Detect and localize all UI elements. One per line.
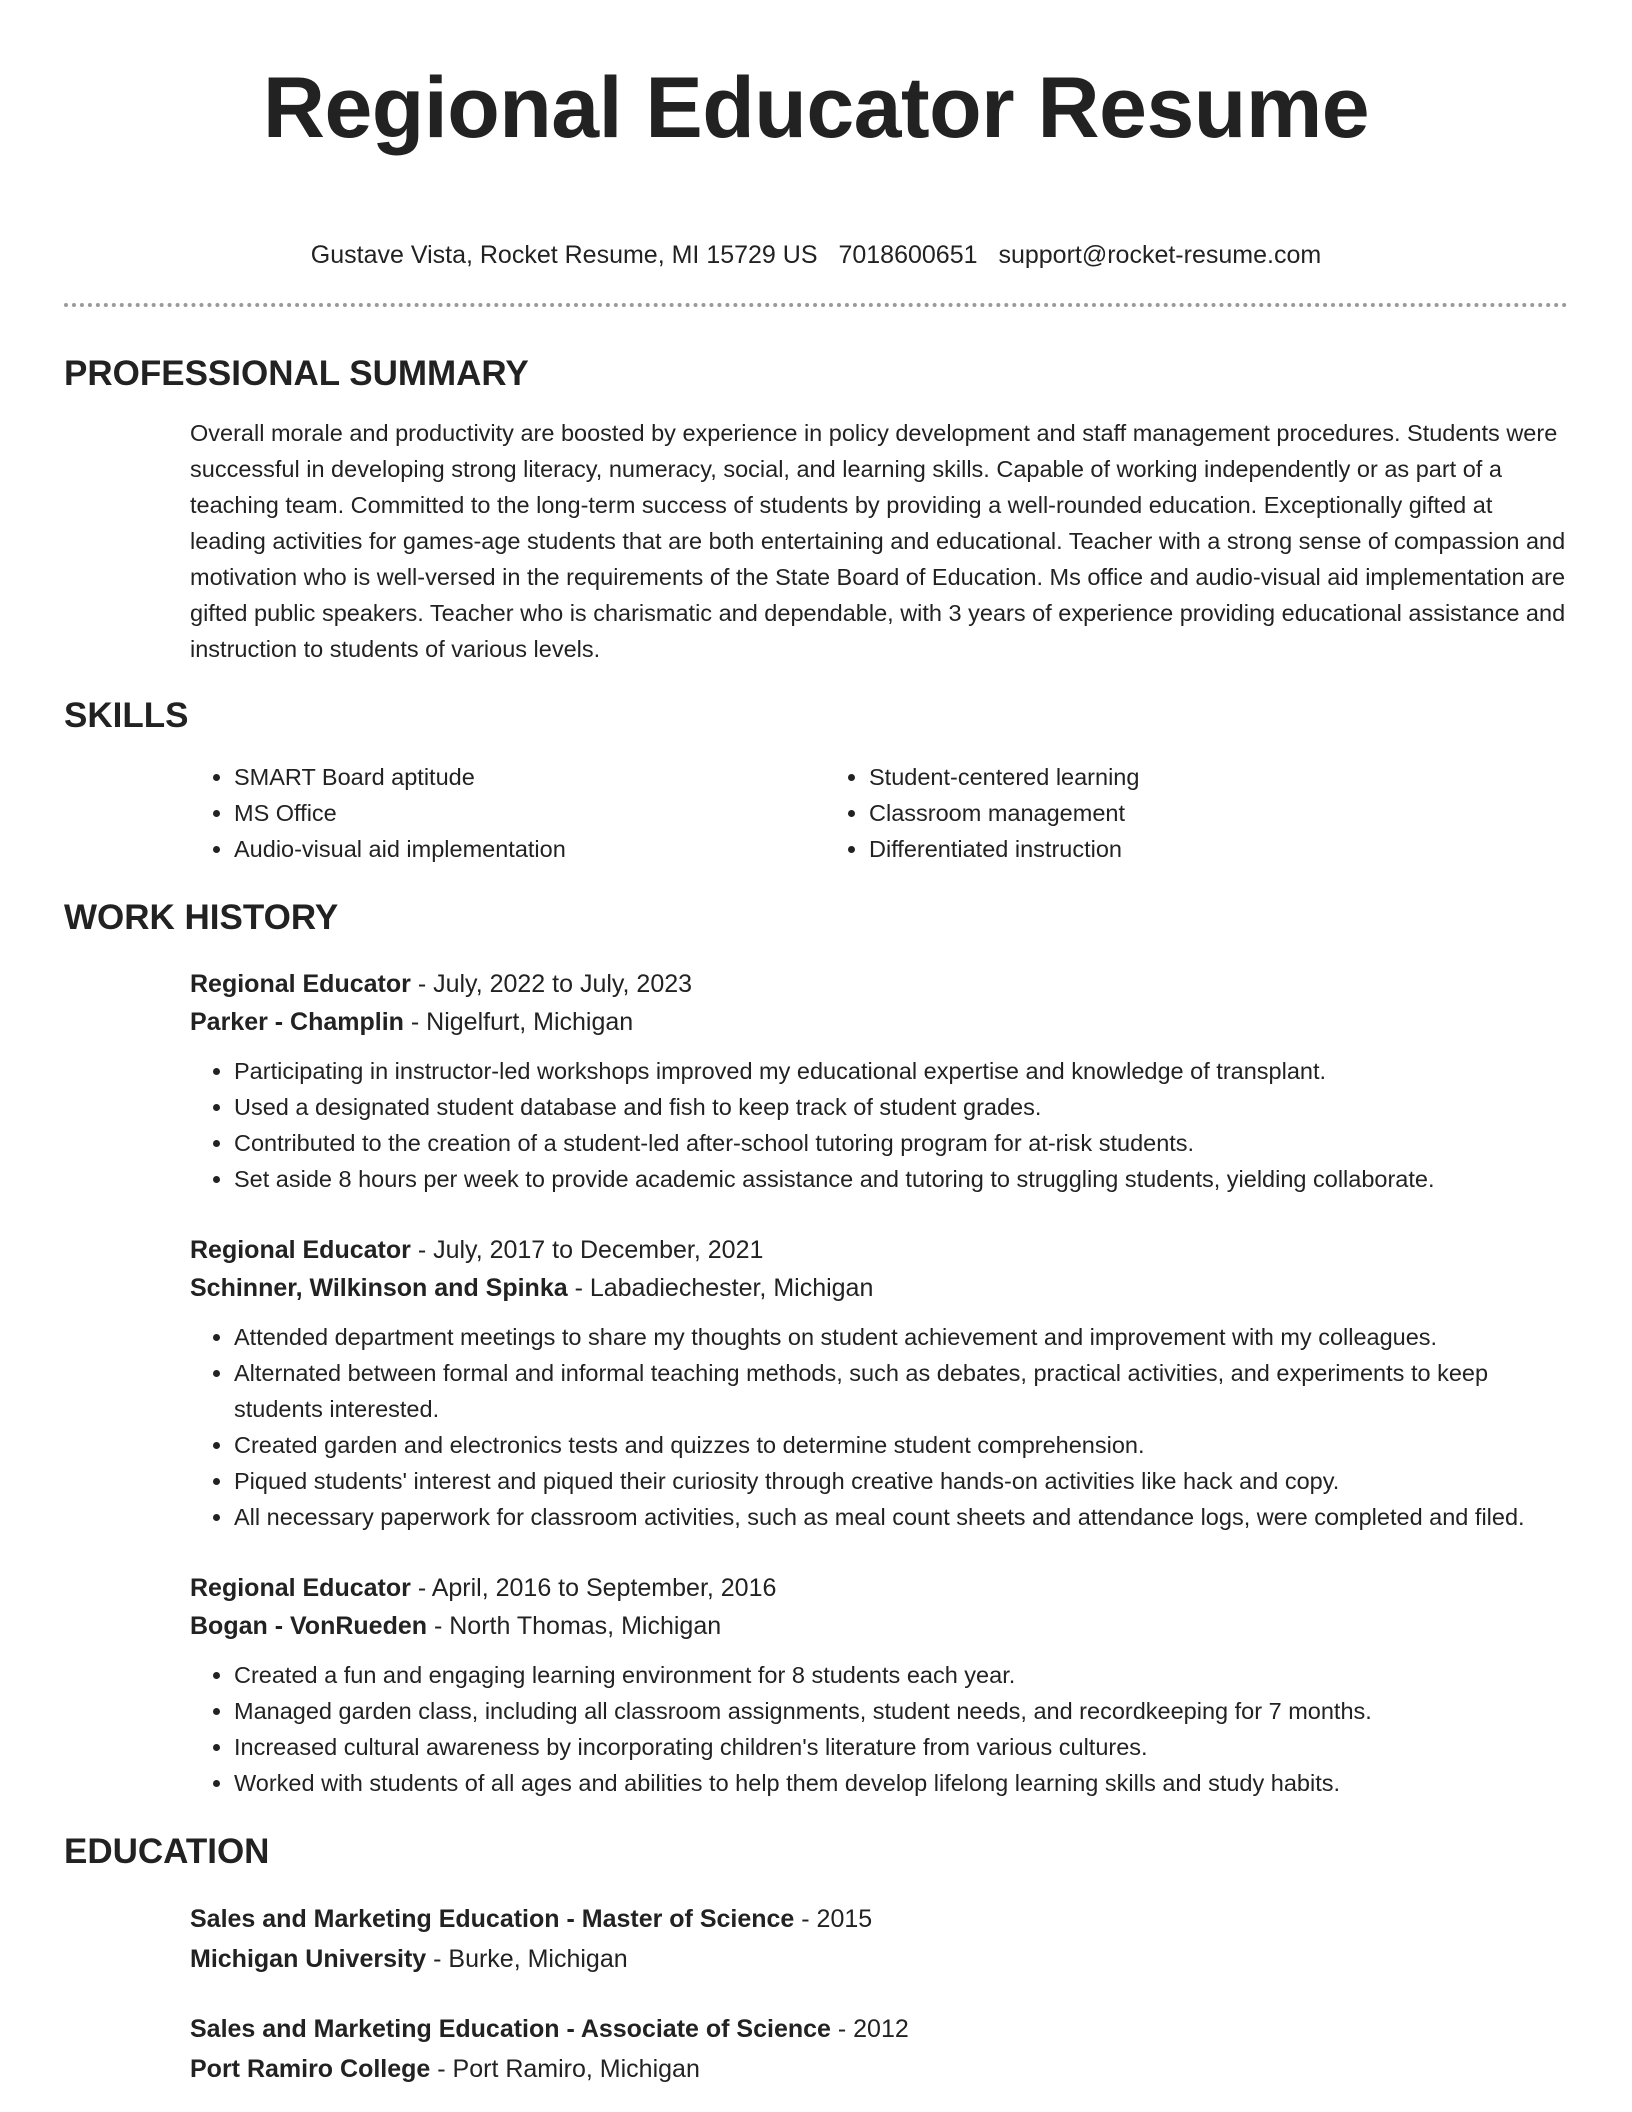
- education-school: Michigan University: [190, 1945, 427, 1973]
- education-school: Port Ramiro College: [190, 2055, 431, 2083]
- job-bullet: • Contributed to the creation of a student-led after-school tutoring program for at-risk students.: [234, 1125, 1568, 1161]
- contact-line: [64, 240, 1568, 270]
- job-bullet: • Created garden and electronics tests and quizzes to determine student comprehension.: [234, 1427, 1568, 1463]
- skill-item: • Classroom management: [869, 795, 1445, 831]
- job-title-line: [190, 1569, 1568, 1607]
- job-bullets: [190, 1657, 1568, 1801]
- skills-column-right: [825, 759, 1445, 867]
- skill-item: • Student-centered learning: [869, 759, 1445, 795]
- job-company-line: [190, 1269, 1568, 1307]
- education-school-line: [190, 1939, 1568, 1979]
- job-bullets: [190, 1319, 1568, 1535]
- job-location: - Labadiechester, Michigan: [567, 1274, 874, 1302]
- education-degree-line: [190, 1899, 1568, 1939]
- job-bullet: • Participating in instructor-led workshops improved my educational expertise and knowledge of transplant.: [234, 1053, 1568, 1089]
- skills-list: [190, 759, 1568, 867]
- education-entry: [190, 2009, 1568, 2089]
- job-bullet: • Alternated between formal and informal teaching methods, such as debates, practical activities, and experiments to keep students interested.: [234, 1355, 1568, 1427]
- contact-address: Gustave Vista, Rocket Resume, MI 15729 US: [310, 241, 818, 269]
- job-entry: [190, 965, 1568, 1197]
- job-company: Bogan - VonRueden: [190, 1612, 428, 1640]
- education-school-line: [190, 2049, 1568, 2089]
- education-degree: Sales and Marketing Education - Associate of Science: [190, 2015, 831, 2043]
- job-entry: [190, 1569, 1568, 1801]
- header-divider: [64, 303, 1568, 307]
- job-dates: - July, 2022 to July, 2023: [410, 970, 693, 998]
- job-role: Regional Educator: [190, 970, 411, 998]
- job-company: Schinner, Wilkinson and Spinka: [190, 1274, 568, 1302]
- skill-item: • MS Office: [234, 795, 825, 831]
- job-bullet: • Increased cultural awareness by incorporating children's literature from various cultures.: [234, 1729, 1568, 1765]
- job-title-line: [190, 1231, 1568, 1269]
- job-bullet: • Created a fun and engaging learning environment for 8 students each year.: [234, 1657, 1568, 1693]
- summary-text: Overall morale and productivity are boosted by experience in policy development and staff management procedures. Students were successful in developing strong literacy, numeracy, social, and learning skills. Capable of working independently or as part of a teaching team. Committed to the long-term success of students by providing a well-rounded education. Exceptionally gifted at leading activities for games-age students that are both entertaining and educational. Teacher with a strong sense of compassion and motivation who is well-versed in the requirements of the State Board of Education. Ms office and audio-visual aid implementation are gifted public speakers. Teacher who is charismatic and dependable, with 3 years of experience providing educational assistance and instruction to students of various levels.: [190, 420, 1566, 662]
- job-title-line: [190, 965, 1568, 1003]
- education-degree-line: [190, 2009, 1568, 2049]
- job-bullet: • Managed garden class, including all classroom assignments, student needs, and recordkeeping for 7 months.: [234, 1693, 1568, 1729]
- resume-title: Regional Educator Resume: [262, 60, 1370, 156]
- job-company: Parker - Champlin: [190, 1008, 404, 1036]
- job-bullet: • All necessary paperwork for classroom activities, such as meal count sheets and attendance logs, were completed and filed.: [234, 1499, 1568, 1535]
- job-bullet: • Piqued students' interest and piqued their curiosity through creative hands-on activities like hack and copy.: [234, 1463, 1568, 1499]
- education-year: - 2012: [830, 2015, 909, 2043]
- job-location: - Nigelfurt, Michigan: [403, 1008, 634, 1036]
- job-location: - North Thomas, Michigan: [427, 1612, 722, 1640]
- skill-item: • SMART Board aptitude: [234, 759, 825, 795]
- job-company-line: [190, 1003, 1568, 1041]
- job-role: Regional Educator: [190, 1236, 411, 1264]
- skills-column-left: [190, 759, 825, 867]
- education-location: - Port Ramiro, Michigan: [430, 2055, 700, 2083]
- contact-phone: 7018600651: [838, 241, 978, 269]
- job-bullet: • Used a designated student database and fish to keep track of student grades.: [234, 1089, 1568, 1125]
- job-bullets: [190, 1053, 1568, 1197]
- education-entry: [190, 1899, 1568, 1979]
- job-role: Regional Educator: [190, 1574, 411, 1602]
- section-title-skills: SKILLS: [64, 696, 189, 735]
- contact-email: support@rocket-resume.com: [998, 241, 1322, 269]
- job-bullet: • Attended department meetings to share my thoughts on student achievement and improvement with my colleagues.: [234, 1319, 1568, 1355]
- section-title-work-history: WORK HISTORY: [64, 898, 339, 937]
- education-year: - 2015: [794, 1905, 873, 1933]
- job-dates: - July, 2017 to December, 2021: [410, 1236, 764, 1264]
- section-title-summary: PROFESSIONAL SUMMARY: [64, 354, 529, 393]
- education-degree: Sales and Marketing Education - Master of Science: [190, 1905, 795, 1933]
- job-company-line: [190, 1607, 1568, 1645]
- section-title-education: EDUCATION: [64, 1832, 270, 1871]
- skill-item: • Audio-visual aid implementation: [234, 831, 825, 867]
- job-dates: - April, 2016 to September, 2016: [410, 1574, 777, 1602]
- skill-item: • Differentiated instruction: [869, 831, 1445, 867]
- education-location: - Burke, Michigan: [426, 1945, 628, 1973]
- job-entry: [190, 1231, 1568, 1535]
- job-bullet: • Set aside 8 hours per week to provide academic assistance and tutoring to struggling students, yielding collaborate.: [234, 1161, 1568, 1197]
- job-bullet: • Worked with students of all ages and abilities to help them develop lifelong learning skills and study habits.: [234, 1765, 1568, 1801]
